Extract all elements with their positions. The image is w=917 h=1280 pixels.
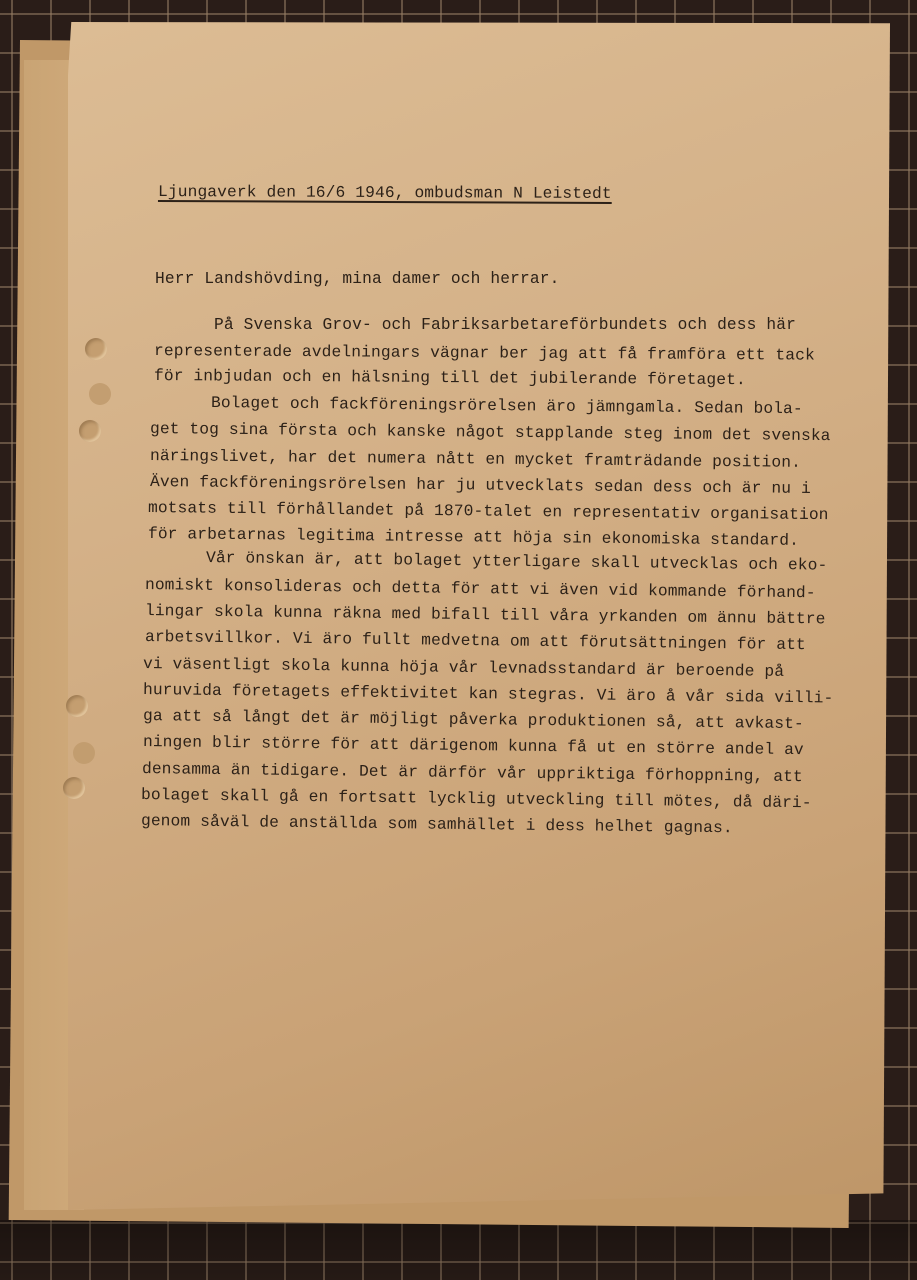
paragraph-3-line: genom såväl de anställda som samhället i dess helhet gagnas. — [140, 812, 733, 838]
paragraph-3-line: bolaget skall gå en fortsatt lycklig utveckling till mötes, då däri- — [140, 786, 812, 813]
paragraph-2-line: näringslivet, har det numera nått en mycket framträdande position. — [149, 447, 802, 472]
document-heading: Ljungaverk den 16/6 1946, ombudsman N Leistedt — [157, 183, 612, 203]
paragraph-3-line: densamma än tidigare. Det är därför vår uppriktiga förhoppning, att — [141, 760, 803, 787]
salutation: Herr Landshövding, mina damer och herrar. — [155, 270, 560, 288]
paragraph-3-line: vi väsentligt skola kunna höja vår levnadsstandard är beroende på — [142, 655, 785, 681]
paragraph-3-line: lingar skola kunna räkna med bifall till våra yrkanden om ännu bättre — [144, 602, 826, 629]
paragraph-3-line: ningen blir större för att därigenom kunna få ut en större andel av — [142, 733, 804, 760]
paragraph-2-line: Bolaget och fackföreningsrörelsen äro jämngamla. Sedan bola- — [210, 394, 803, 419]
paragraph-3-line: huruvida företagets effektivitet kan stegras. Vi äro å vår sida villi- — [142, 681, 834, 708]
paragraph-1-line: På Svenska Grov- och Fabriksarbetareförbundets och dess här — [214, 316, 796, 334]
paragraph-1-line: för inbjudan och en hälsning till det jubilerande företaget. — [153, 367, 746, 390]
paragraph-2-line: motsats till förhållandet på 1870-talet en representativ organisation — [147, 499, 829, 525]
paragraph-2-line: get tog sina första och kanske något stapplande steg inom det svenska — [149, 420, 831, 446]
paragraph-3-line: Vår önskan är, att bolaget ytterligare skall utvecklas och eko- — [205, 549, 828, 575]
paragraph-1-line: representerade avdelningars vägnar ber jag att få framföra ett tack — [153, 342, 815, 365]
paragraph-2-line: Även fackföreningsrörelsen har ju utvecklats sedan dess och är nu i — [149, 473, 811, 498]
paragraph-3-line: nomiskt konsolideras och detta för att vi även vid kommande förhand- — [144, 576, 816, 603]
paragraph-3-line: arbetsvillkor. Vi äro fullt medvetna om att förutsättningen för att — [144, 628, 806, 655]
paragraph-3-line: ga att så långt det är möjligt påverka produktionen så, att avkast- — [142, 707, 804, 734]
paragraph-2-line: för arbetarnas legitima intresse att höja sin ekonomiska standard. — [147, 525, 800, 550]
